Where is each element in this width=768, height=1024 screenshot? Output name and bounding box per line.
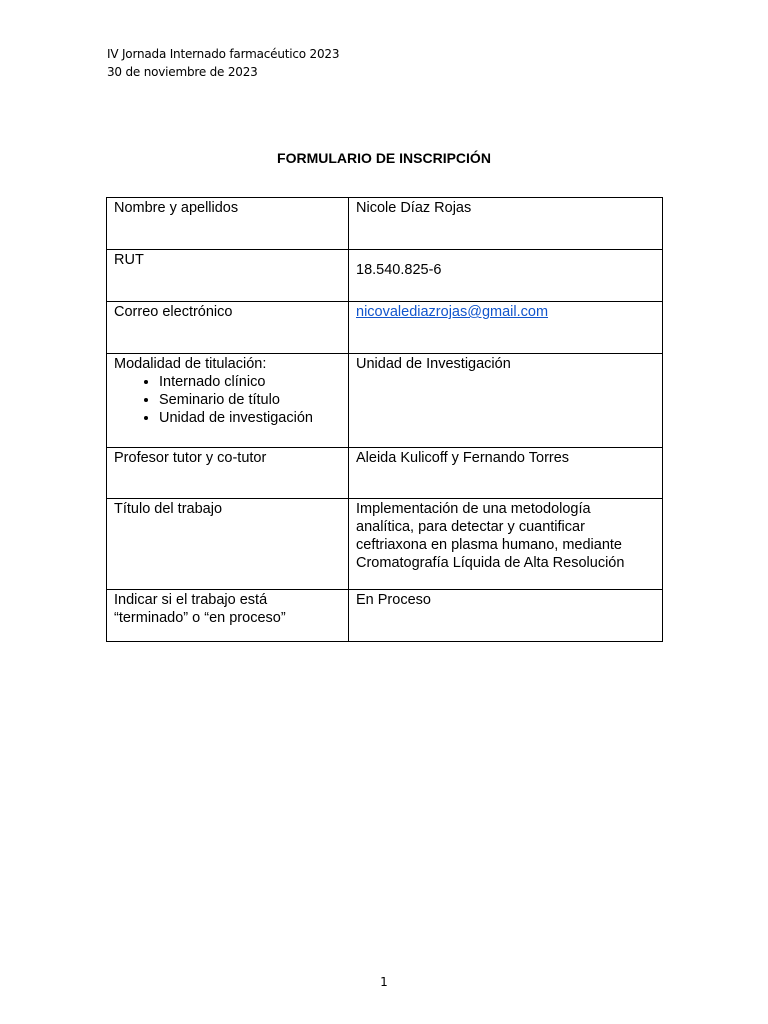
header-event-date: 30 de noviembre de 2023	[107, 65, 258, 79]
page-number: 1	[380, 975, 388, 989]
field-value-profesor: Aleida Kulicoff y Fernando Torres	[349, 448, 663, 499]
list-item: • Internado clínico	[159, 373, 341, 391]
field-value-nombre: Nicole Díaz Rojas	[349, 198, 663, 250]
page-header	[107, 45, 339, 81]
table-row	[107, 448, 663, 499]
table-row	[107, 198, 663, 250]
field-label-modalidad-cell	[107, 354, 349, 448]
field-label-rut: RUT	[107, 250, 349, 302]
table-row	[107, 302, 663, 354]
header-event-name: IV Jornada Internado farmacéutico 2023	[107, 47, 340, 61]
field-value-rut: 18.540.825-6	[356, 262, 442, 278]
field-value-modalidad: Unidad de Investigación	[349, 354, 663, 448]
registration-form-table	[106, 197, 663, 642]
email-link[interactable]: nicovalediazrojas@gmail.com	[356, 304, 549, 320]
field-value-rut-cell	[349, 250, 663, 302]
field-label-modalidad: Modalidad de titulación:	[114, 356, 267, 372]
list-item: • Unidad de investigación	[159, 409, 341, 427]
table-row	[107, 499, 663, 590]
field-value-titulo: Implementación de una metodología analítica, para detectar y cuantificar ceftriaxona en plasma humano, mediante Cromatografía Líquida de Alta Resolución	[349, 499, 663, 590]
field-value-correo-cell	[349, 302, 663, 354]
table-row	[107, 354, 663, 448]
list-item: • Seminario de título	[159, 391, 341, 409]
field-label-titulo: Título del trabajo	[107, 499, 349, 590]
field-label-profesor: Profesor tutor y co-tutor	[107, 448, 349, 499]
field-label-correo: Correo electrónico	[107, 302, 349, 354]
field-value-estado: En Proceso	[349, 590, 663, 642]
table-row	[107, 590, 663, 642]
field-label-nombre: Nombre y apellidos	[107, 198, 349, 250]
form-title: FORMULARIO DE INSCRIPCIÓN	[277, 150, 491, 166]
table-row	[107, 250, 663, 302]
field-label-estado: Indicar si el trabajo está “terminado” o “en proceso”	[107, 590, 349, 642]
modalidad-options-list	[114, 373, 341, 427]
